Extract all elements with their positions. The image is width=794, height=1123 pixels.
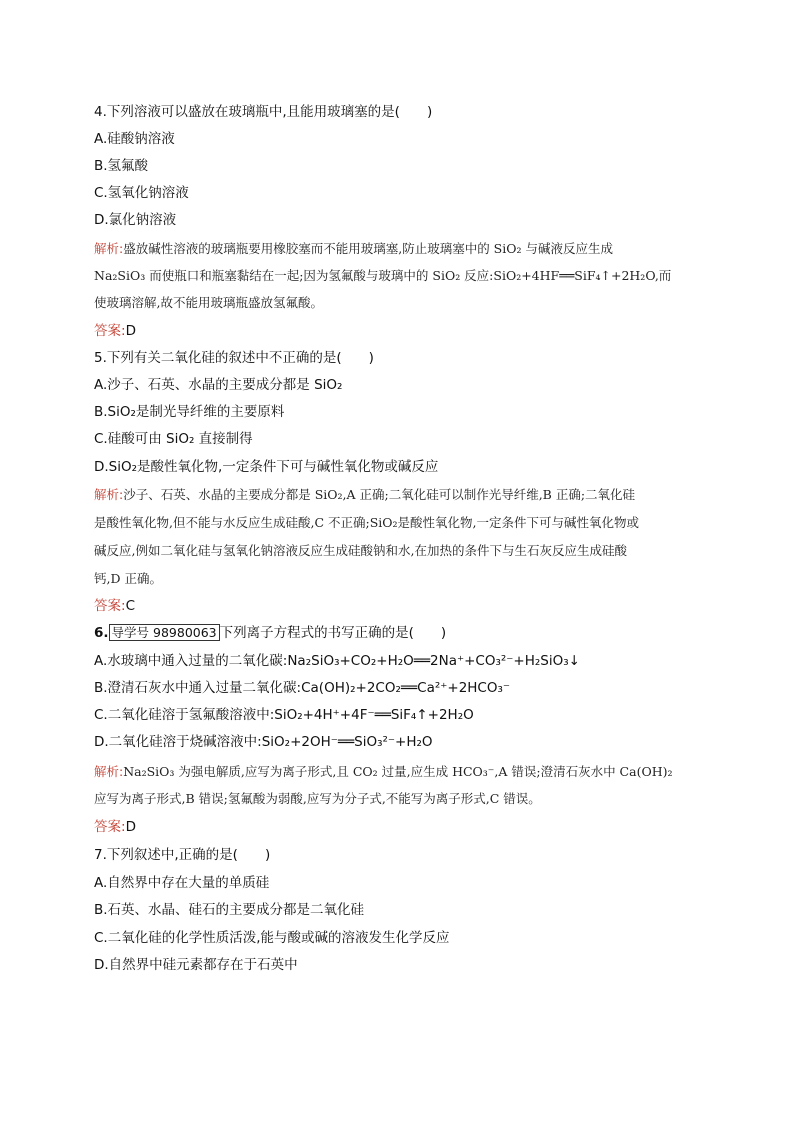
answer-label: 答案: bbox=[94, 323, 126, 339]
q4-option-a: A.硅酸钠溶液 bbox=[94, 131, 175, 147]
q4-answer bbox=[94, 322, 136, 340]
q4-explanation-line-3: 使玻璃溶解,故不能用玻璃瓶盛放氢氟酸。 bbox=[94, 295, 323, 310]
explanation-label: 解析: bbox=[94, 241, 124, 256]
q5-option-a: A.沙子、石英、水晶的主要成分都是 SiO₂ bbox=[94, 377, 343, 393]
q7-option-b: B.石英、水晶、硅石的主要成分都是二氧化硅 bbox=[94, 902, 365, 918]
q7-option-a: A.自然界中存在大量的单质硅 bbox=[94, 875, 270, 891]
q5-explanation-line-3: 碱反应,例如二氧化硅与氢氧化钠溶液反应生成硅酸钠和水,在加热的条件下与生石灰反应生成硅酸 bbox=[94, 543, 627, 558]
q7-stem: 7.下列叙述中,正确的是( ) bbox=[94, 847, 271, 863]
q6-number: 6. bbox=[94, 625, 109, 641]
answer-value: D bbox=[125, 819, 136, 835]
q7-option-d: D.自然界中硅元素都存在于石英中 bbox=[94, 957, 298, 973]
q6-answer bbox=[94, 818, 136, 836]
answer-label: 答案: bbox=[94, 819, 126, 835]
q7-option-c: C.二氧化硅的化学性质活泼,能与酸或碱的溶液发生化学反应 bbox=[94, 930, 450, 946]
q6-option-c: C.二氧化硅溶于氢氟酸溶液中:SiO₂+4H⁺+4F⁻══SiF₄↑+2H₂O bbox=[94, 707, 474, 723]
q4-explanation-line-2: Na₂SiO₃ 而使瓶口和瓶塞黏结在一起;因为氢氟酸与玻璃中的 SiO₂ 反应:SiO₂+4HF══SiF₄↑+2H₂O,而 bbox=[94, 268, 672, 283]
q4-explanation-line-1 bbox=[94, 240, 613, 258]
answer-value: D bbox=[125, 323, 136, 339]
q5-option-c: C.硅酸可由 SiO₂ 直接制得 bbox=[94, 431, 253, 447]
q5-stem: 5.下列有关二氧化硅的叙述中不正确的是( ) bbox=[94, 350, 374, 366]
q6-stem-text: 下列离子方程式的书写正确的是( ) bbox=[219, 625, 447, 641]
q4-option-b: B.氢氟酸 bbox=[94, 158, 149, 174]
q6-stem bbox=[94, 624, 446, 642]
explanation-label: 解析: bbox=[94, 487, 124, 502]
q6-option-a: A.水玻璃中通入过量的二氧化碳:Na₂SiO₃+CO₂+H₂O══2Na⁺+CO₃²⁻+H₂SiO₃↓ bbox=[94, 653, 580, 669]
q5-explanation-line-2: 是酸性氧化物,但不能与水反应生成硅酸,C 不正确;SiO₂是酸性氧化物,一定条件下可与碱性氧化物或 bbox=[94, 515, 639, 530]
explanation-label: 解析: bbox=[94, 764, 124, 779]
q5-option-d: D.SiO₂是酸性氧化物,一定条件下可与碱性氧化物或碱反应 bbox=[94, 459, 439, 475]
answer-value: C bbox=[125, 598, 135, 614]
q5-option-b: B.SiO₂是制光导纤维的主要原料 bbox=[94, 404, 285, 420]
q4-stem: 4.下列溶液可以盛放在玻璃瓶中,且能用玻璃塞的是( ) bbox=[94, 104, 433, 120]
q5-explanation-line-4: 钙,D 正确。 bbox=[94, 571, 162, 586]
q6-option-d: D.二氧化硅溶于烧碱溶液中:SiO₂+2OH⁻══SiO₃²⁻+H₂O bbox=[94, 734, 433, 750]
guide-number-box: 导学号 98980063 bbox=[109, 624, 220, 641]
answer-label: 答案: bbox=[94, 598, 126, 614]
q6-option-b: B.澄清石灰水中通入过量二氧化碳:Ca(OH)₂+2CO₂══Ca²⁺+2HCO₃⁻ bbox=[94, 680, 511, 696]
q4-option-c: C.氢氧化钠溶液 bbox=[94, 185, 189, 201]
q6-explanation-line-1 bbox=[94, 763, 673, 781]
explanation-text: 沙子、石英、水晶的主要成分都是 SiO₂,A 正确;二氧化硅可以制作光导纤维,B 正确;二氧化硅 bbox=[123, 487, 636, 502]
q5-explanation-line-1 bbox=[94, 486, 635, 504]
q4-option-d: D.氯化钠溶液 bbox=[94, 212, 177, 228]
q5-answer bbox=[94, 597, 135, 615]
explanation-text: 盛放碱性溶液的玻璃瓶要用橡胶塞而不能用玻璃塞,防止玻璃塞中的 SiO₂ 与碱液反应生成 bbox=[123, 241, 613, 256]
q6-explanation-line-2: 应写为离子形式,B 错误;氢氟酸为弱酸,应写为分子式,不能写为离子形式,C 错误。 bbox=[94, 791, 541, 806]
explanation-text: Na₂SiO₃ 为强电解质,应写为离子形式,且 CO₂ 过量,应生成 HCO₃⁻,A 错误;澄清石灰水中 Ca(OH)₂ bbox=[123, 764, 673, 779]
